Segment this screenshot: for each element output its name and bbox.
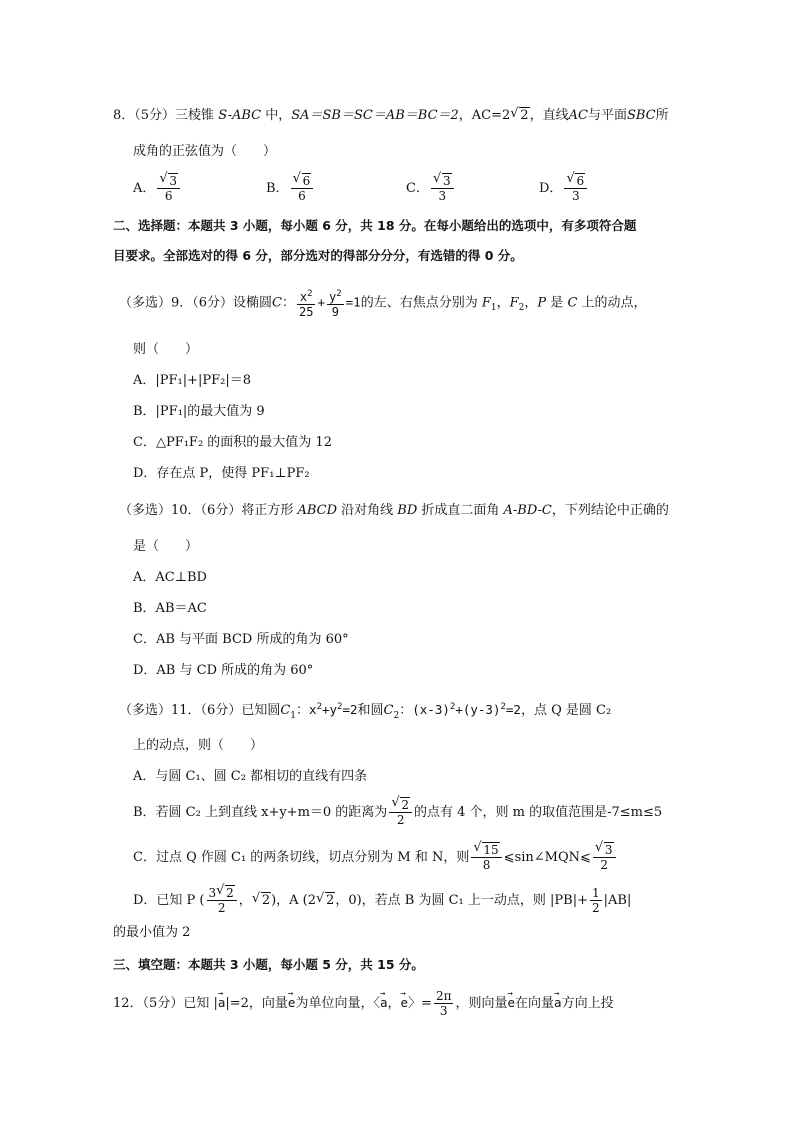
q8-line1 (113, 106, 669, 126)
q9-option-d: D．存在点 P，使得 PF₁⊥PF₂ (133, 466, 310, 481)
q8-option-a: A． √ $\frac{3}{6}$ (133, 174, 182, 203)
q10-line2: 是（ ） (133, 539, 199, 554)
q11-option-b: B．若圆 C₂ 上到直线 x+y+m＝0 的距离为 √ $\frac{2}{2}$ 的点有 4 个，则 m 的取值范围是-7≤m≤5 (133, 798, 662, 827)
q8-text: ，直线 (529, 108, 569, 123)
q12-line1: 12．（5分）已知 |→ a|=2，向量→ e为单位向量，〈→ a，→ e〉= $\frac{2\pi}{3}$ ，则向量→ e在向量→ a方向上投 (113, 989, 614, 1018)
q11-option-a: A．与圆 C₁、圆 C₂ 都相切的直线有四条 (133, 769, 368, 784)
q10-option-a: A．AC⊥BD (133, 570, 207, 585)
sqrt-symbol: √ 2 (510, 106, 529, 126)
section2-heading-cont: 目要求。全部选对的得 6 分，部分选对的得部分分分，有选错的得 0 分。 (113, 248, 523, 263)
q11-line-last: 的最小值为 2 (113, 925, 191, 940)
q9-option-b: B．|PF₁|的最大值为 9 (133, 404, 265, 419)
q8-option-d: D． √ $\frac{6}{3}$ (539, 174, 589, 203)
q8-text: 与平面 (587, 108, 627, 123)
q8-line2: 成角的正弦值为（ ） (133, 144, 277, 159)
q11-line2: 上的动点，则（ ） (133, 738, 264, 753)
q10-option-c: C．AB 与平面 BCD 所成的角为 60° (133, 632, 349, 647)
q9-line1: （多选）9．（6分）设椭圆C： $\frac{x^2}{25}$ + $\frac{y^2}{9}$ =1的左、右焦点分别为 $F_1$，$F_2$，P 是 C 上的动点， (119, 289, 647, 319)
q8-text: ，AC=2 (458, 108, 511, 123)
q8-text: 8．（5分）三棱锥 (113, 108, 219, 123)
q10-option-d: D．AB 与 CD 所成的角为 60° (133, 663, 314, 678)
q8-var: SBC (626, 108, 656, 123)
q11-option-d: D．已知 P ( $\frac{3√ 2}{2}$ ，√ 2)，A (2√ 2，0)，若点 B 为圆 C₁ 上一动点，则 |PB|+ $\frac{1}{2}$ |AB| (133, 886, 631, 915)
q9-option-c: C．△PF₁F₂ 的面积的最大值为 12 (133, 435, 332, 450)
q8-option-b: B． √ $\frac{6}{6}$ (266, 174, 315, 203)
q8-var: S-ABC (218, 108, 262, 123)
q8-text: 中， (261, 108, 292, 123)
q9-line2: 则（ ） (133, 342, 199, 357)
q9-option-a: A．|PF₁|+|PF₂|＝8 (133, 373, 252, 388)
section3-heading: 三、填空题：本题共 3 小题，每小题 5 分，共 15 分。 (113, 957, 424, 972)
q11-line1: （多选）11．（6分）已知圆$C_1$：$x^2+y^2=2$和圆$C_2$：$(x-3)^2+(y-3)^2=2$，点 Q 是圆 C₂ (119, 702, 612, 721)
q8-text: 所 (655, 108, 669, 123)
q11-option-c: C．过点 Q 作圆 C₁ 的两条切线，切点分别为 M 和 N，则 √ $\frac{15}{8}$ ⩽sin∠MQN⩽ √ $\frac{3}{2}$ (133, 843, 618, 872)
q10-line1: （多选）10．（6分）将正方形 ABCD 沿对角线 BD 折成直二面角 A-BD-C，下列结论中正确的 (119, 503, 669, 518)
q8-condition: SA＝SB＝SC＝AB＝BC＝2 (291, 108, 459, 123)
q8-var: AC (568, 108, 588, 123)
section2-heading: 二、选择题：本题共 3 小题，每小题 6 分，共 18 分。在每小题给出的选项中，有多项符合题 (113, 218, 637, 233)
q8-option-c: C． √ $\frac{3}{3}$ (406, 174, 456, 203)
q10-option-b: B．AB＝AC (133, 601, 207, 616)
